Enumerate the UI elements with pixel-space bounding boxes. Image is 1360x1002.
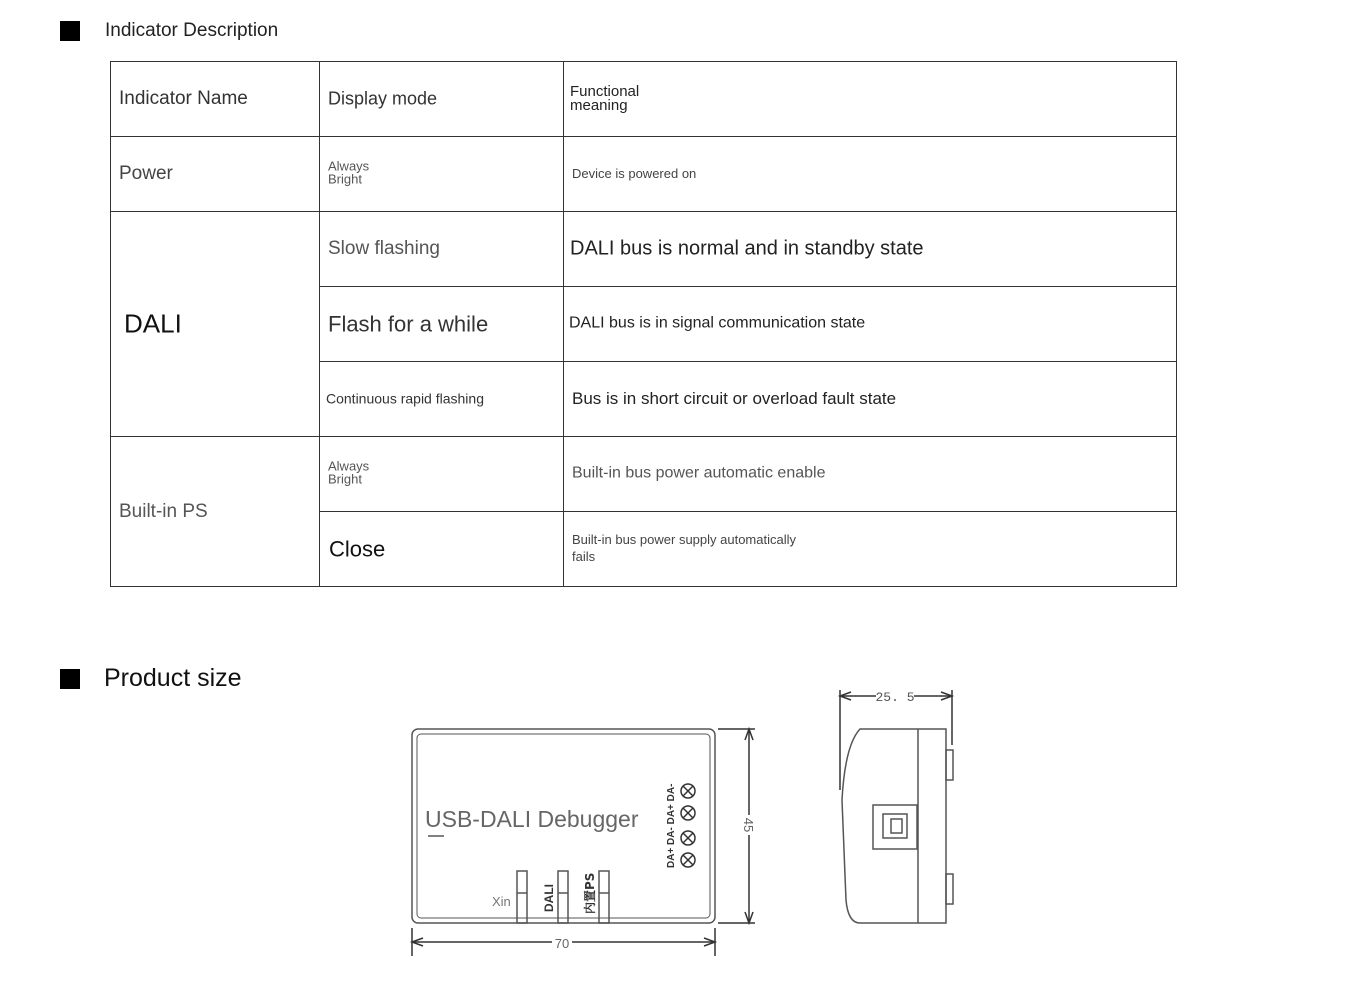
- row-meaning: DALI bus is normal and in standby state: [570, 237, 924, 260]
- row-mode: Continuous rapid flashing: [326, 390, 484, 407]
- row-mode: Close: [329, 536, 386, 562]
- side-view-outline: [842, 729, 953, 923]
- row-name: Built-in PS: [119, 500, 208, 522]
- row-meaning: DALI bus is in signal communication state: [569, 314, 866, 332]
- device-label: USB-DALI Debugger: [425, 806, 639, 832]
- header-display-mode: Display mode: [328, 88, 438, 109]
- row-name: Power: [119, 163, 173, 185]
- mode-line1: Always: [328, 457, 370, 473]
- led-post-xin: [517, 871, 527, 923]
- terminal-labels: DA+ DA- DA+ DA-: [666, 783, 677, 868]
- mode-line1: Always: [328, 157, 370, 173]
- row-meaning: Bus is in short circuit or overload fault state: [572, 389, 897, 409]
- height-label: 45: [741, 817, 756, 833]
- led-post-ps: [599, 871, 609, 923]
- led-label-xin: Xin: [492, 894, 511, 909]
- header-indicator-name: Indicator Name: [119, 88, 248, 110]
- depth-label: 25. 5: [875, 690, 915, 705]
- width-label: 70: [554, 936, 570, 951]
- led-label-dali: DALI: [542, 884, 556, 912]
- row-mode: Flash for a while: [328, 311, 489, 337]
- meaning-line1: Built-in bus power supply automatically: [572, 532, 796, 548]
- header-meaning-line1: Functional: [570, 82, 640, 100]
- depth-dimension: [840, 690, 952, 790]
- row-name: DALI: [124, 308, 182, 339]
- led-post-dali: [558, 871, 568, 923]
- row-mode: Slow flashing: [328, 238, 440, 260]
- meaning-line2: fails: [572, 549, 596, 564]
- section-title: Product size: [104, 664, 242, 692]
- led-label-ps: 内置PS: [583, 872, 597, 914]
- header-meaning-line2: meaning: [570, 97, 628, 114]
- mode-line2: Bright: [328, 471, 362, 487]
- section-title: Indicator Description: [105, 20, 279, 41]
- terminal-screws: [681, 784, 695, 867]
- mode-line2: Bright: [328, 171, 362, 187]
- row-meaning: Built-in bus power automatic enable: [572, 464, 826, 482]
- row-meaning: Device is powered on: [572, 166, 697, 182]
